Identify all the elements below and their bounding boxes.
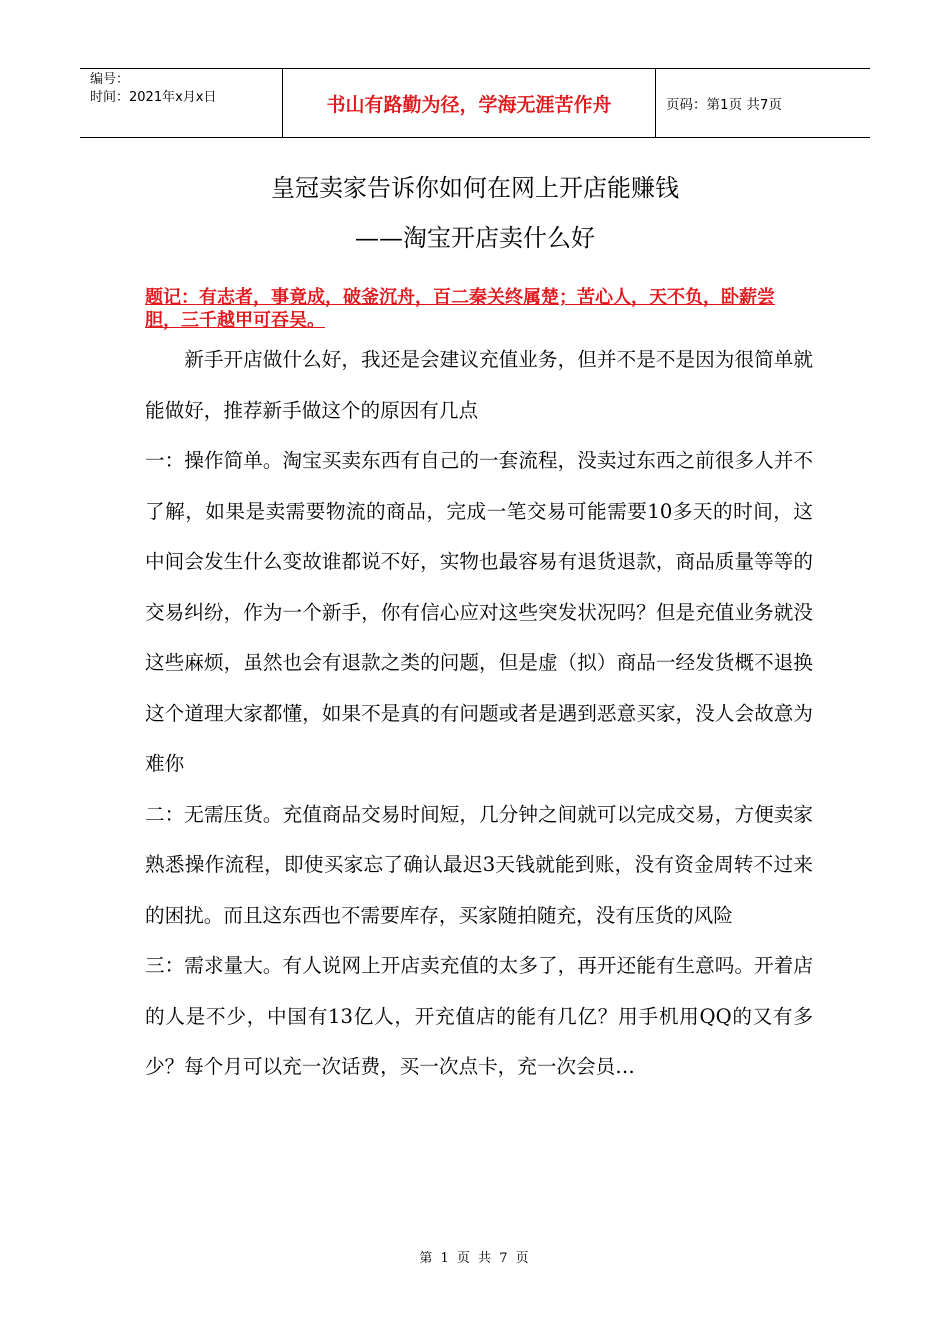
epigraph: 题记：有志者，事竟成，破釜沉舟，百二秦关终属楚；苦心人，天不负，卧薪尝胆，三千越甲可吞吴。 — [145, 287, 775, 331]
header-motto: 书山有路勤为径，学海无涯苦作舟 — [282, 69, 656, 137]
header-table — [80, 68, 870, 138]
number-label: 编号： — [90, 72, 130, 87]
paragraph-intro: 新手开店做什么好，我还是会建议充值业务，但并不是不是因为很简单就能做好，推荐新手做这个的原因有几点 — [145, 348, 813, 422]
date-label: 时间：2021年x月x日 — [90, 90, 217, 105]
paragraph-point-3: 三：需求量大。有人说网上开店卖充值的太多了，再开还能有生意吗。开着店的人是不少，中国有13亿人，开充值店的能有几亿？用手机用QQ的又有多少？每个月可以充一次话费，买一次点卡，充一次会员… — [145, 954, 813, 1078]
document-title: 皇冠卖家告诉你如何在网上开店能赚钱 — [271, 174, 679, 202]
header-page-label: 页码：第1页 共7页 — [666, 97, 782, 113]
header-left-cell — [80, 69, 282, 137]
page-footer: 第 1 页 共 7 页 — [419, 1251, 531, 1266]
document-subtitle: ——淘宝开店卖什么好 — [355, 224, 595, 252]
paragraph-point-1: 一：操作简单。淘宝买卖东西有自己的一套流程，没卖过东西之前很多人并不了解，如果是卖需要物流的商品，完成一笔交易可能需要10多天的时间，这中间会发生什么变故谁都说不好，实物也最容易有退货退款，商品质量等等的交易纠纷，作为一个新手，你有信心应对这些突发状况吗？但是充值业务就没这些麻烦，虽然也会有退款之类的问题，但是虚（拟）商品一经发货概不退换这个道理大家都懂，如果不是真的有问题或者是遇到恶意买家，没人会故意为难你 — [145, 449, 813, 775]
paragraph-point-2: 二：无需压货。充值商品交易时间短，几分钟之间就可以完成交易，方便卖家熟悉操作流程，即使买家忘了确认最迟3天钱就能到账，没有资金周转不过来的困扰。而且这东西也不需要库存，买家随拍随充，没有压货的风险 — [145, 802, 813, 927]
document-body — [145, 335, 813, 1093]
